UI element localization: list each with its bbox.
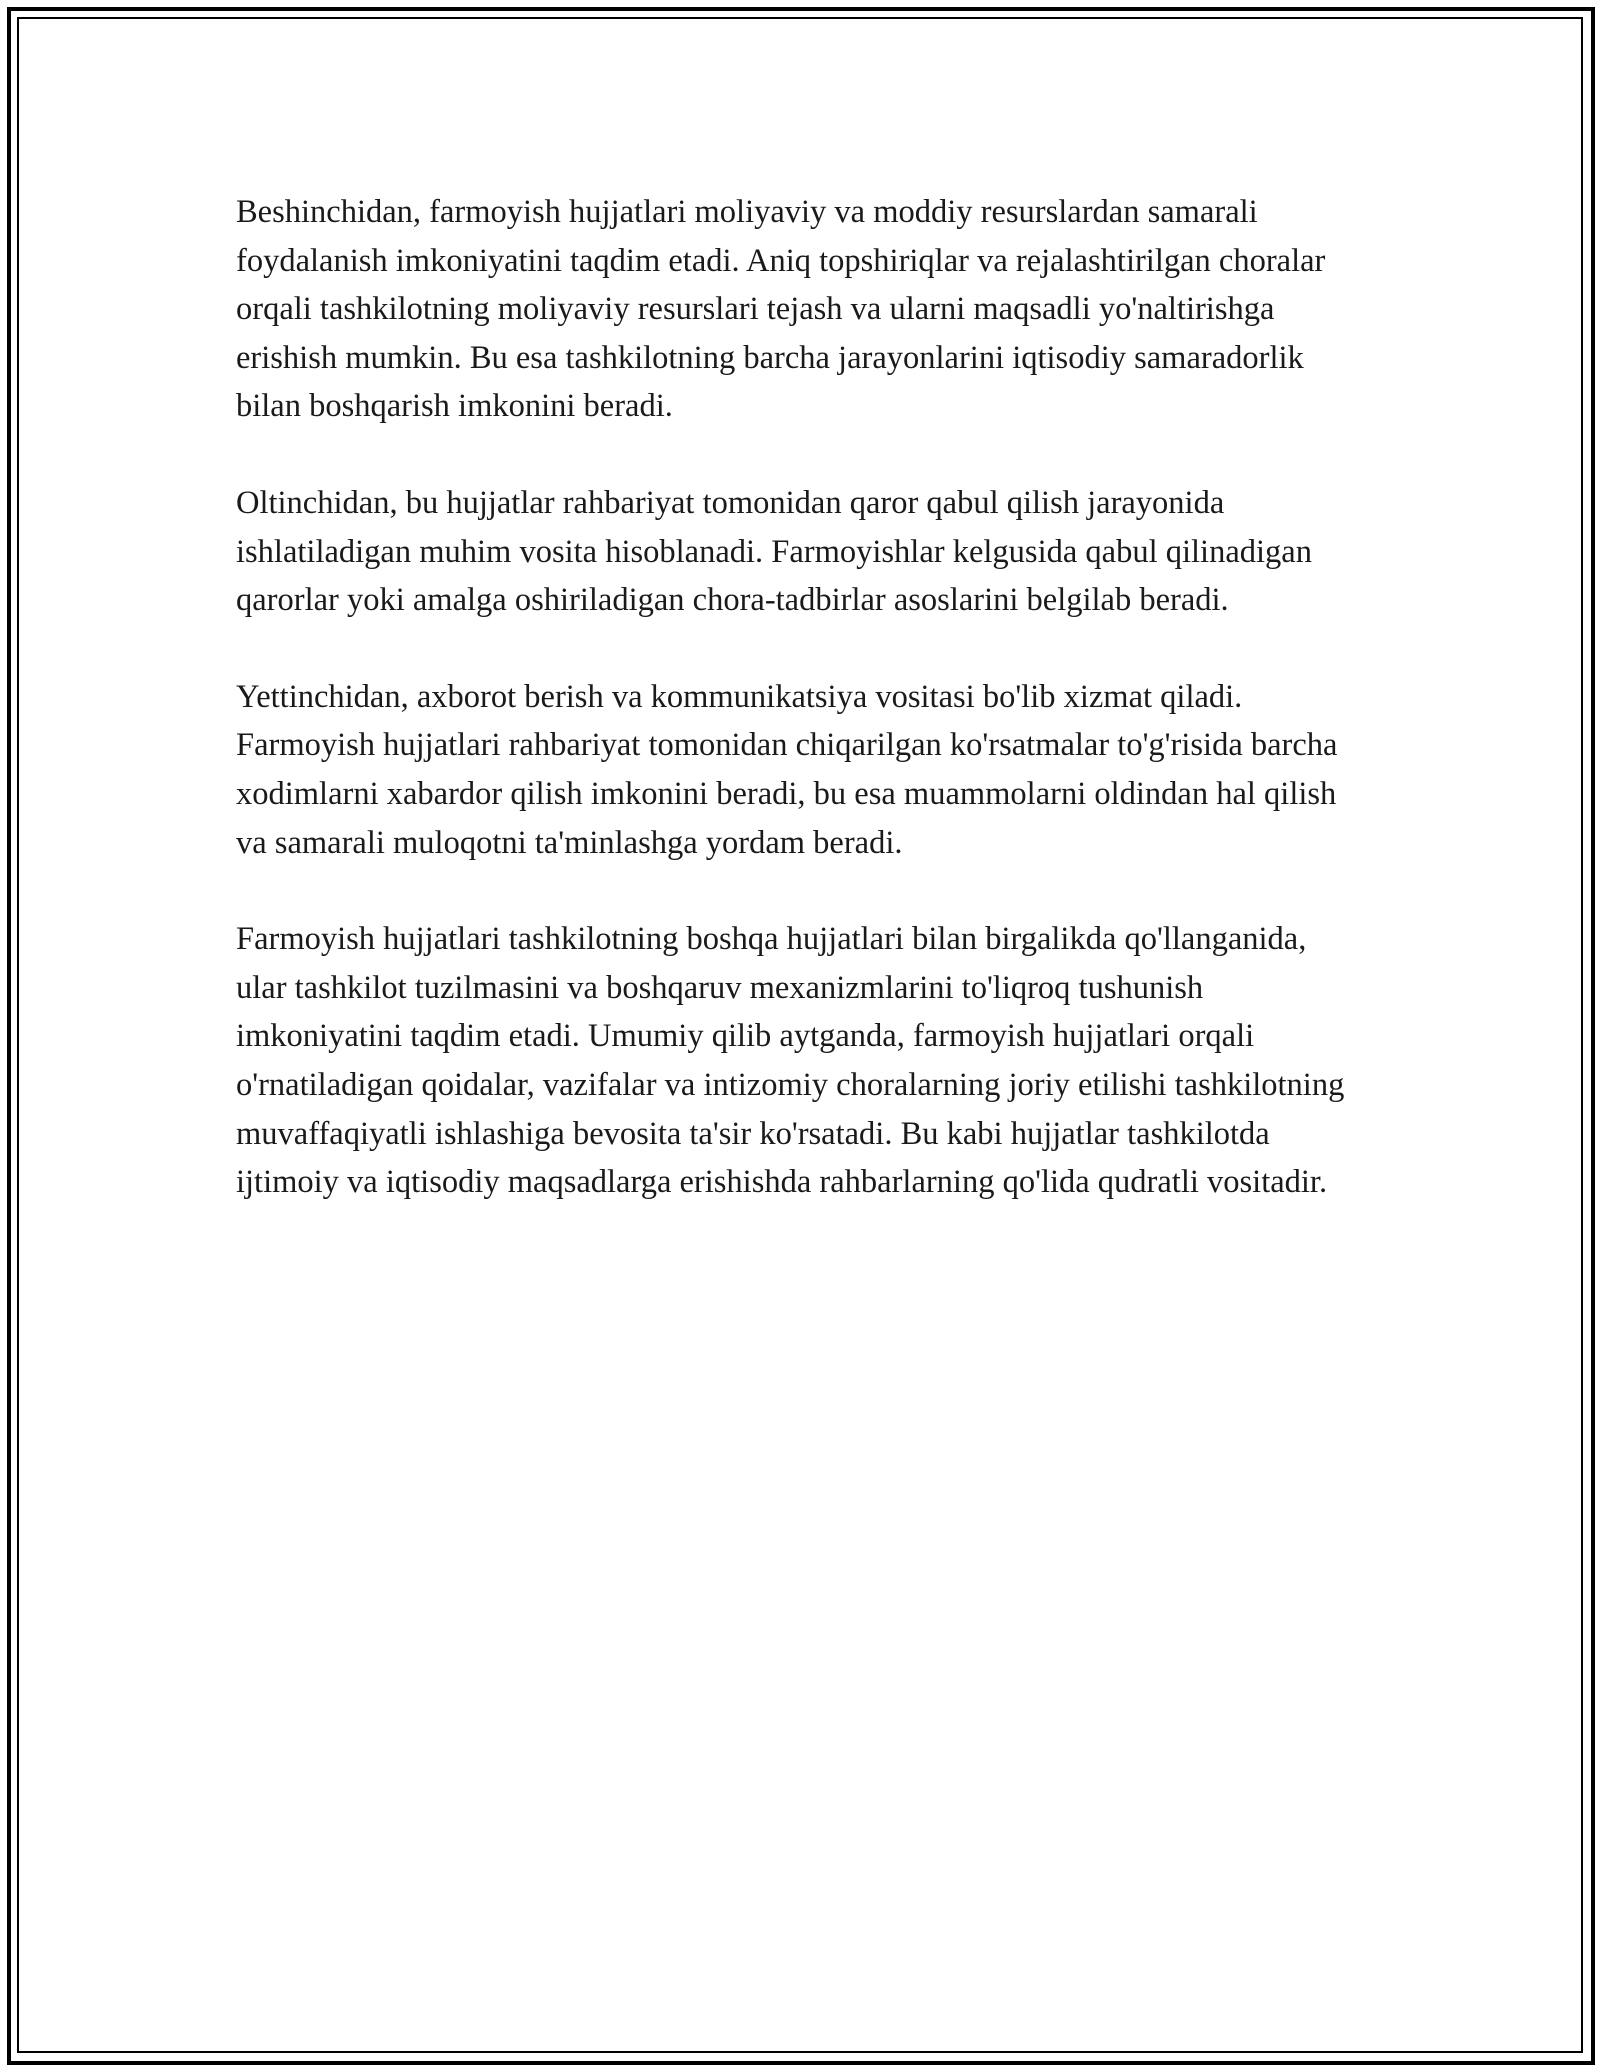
paragraph-conclusion: Farmoyish hujjatlari tashkilotning boshqa hujjatlari bilan birgalikda qo'llanganida, ular tashkilot tuzilmasini va boshqaruv mexanizmlarini to'liqroq tushunish imkoniyatini taqdim etadi. Umumiy qilib aytganda, farmoyish hujjatlari orqali o'rnatiladigan qoidalar, vazifalar va intizomiy choralarning joriy etilishi tashkilotning muvaffaqiyatli ishlashiga bevosita ta'sir ko'rsatadi. Bu kabi hujjatlar tashkilotda ijtimoiy va iqtisodiy maqsadlarga erishishda rahbarlarning qo'lida qudratli vositadir. bbox=[236, 921, 1345, 1201]
document-body bbox=[236, 188, 1362, 1255]
paragraph-fifth-point: Beshinchidan, farmoyish hujjatlari moliyaviy va moddiy resurslardan samarali foydalanish imkoniyatini taqdim etadi. Aniq topshiriqlar va rejalashtirilgan choralar orqali tashkilotning moliyaviy resurslari tejash va ularni maqsadli yo'naltirishga erishish mumkin. Bu esa tashkilotning barcha jarayonlarini iqtisodiy samaradorlik bilan boshqarish imkonini beradi. bbox=[236, 194, 1326, 425]
paragraph-seventh-point: Yettinchidan, axborot berish va kommunikatsiya vositasi bo'lib xizmat qiladi. Farmoyish hujjatlari rahbariyat tomonidan chiqarilgan ko'rsatmalar to'g'risida barcha xodimlarni xabardor qilish imkonini beradi, bu esa muammolarni oldindan hal qilish va samarali muloqotni ta'minlashga yordam beradi. bbox=[236, 678, 1338, 861]
paragraph-sixth-point: Oltinchidan, bu hujjatlar rahbariyat tomonidan qaror qabul qilish jarayonida ishlatiladigan muhim vosita hisoblanadi. Farmoyishlar kelgusida qabul qilinadigan qarorlar yoki amalga oshiriladigan chora-tadbirlar asoslarini belgilab beradi. bbox=[236, 484, 1312, 619]
